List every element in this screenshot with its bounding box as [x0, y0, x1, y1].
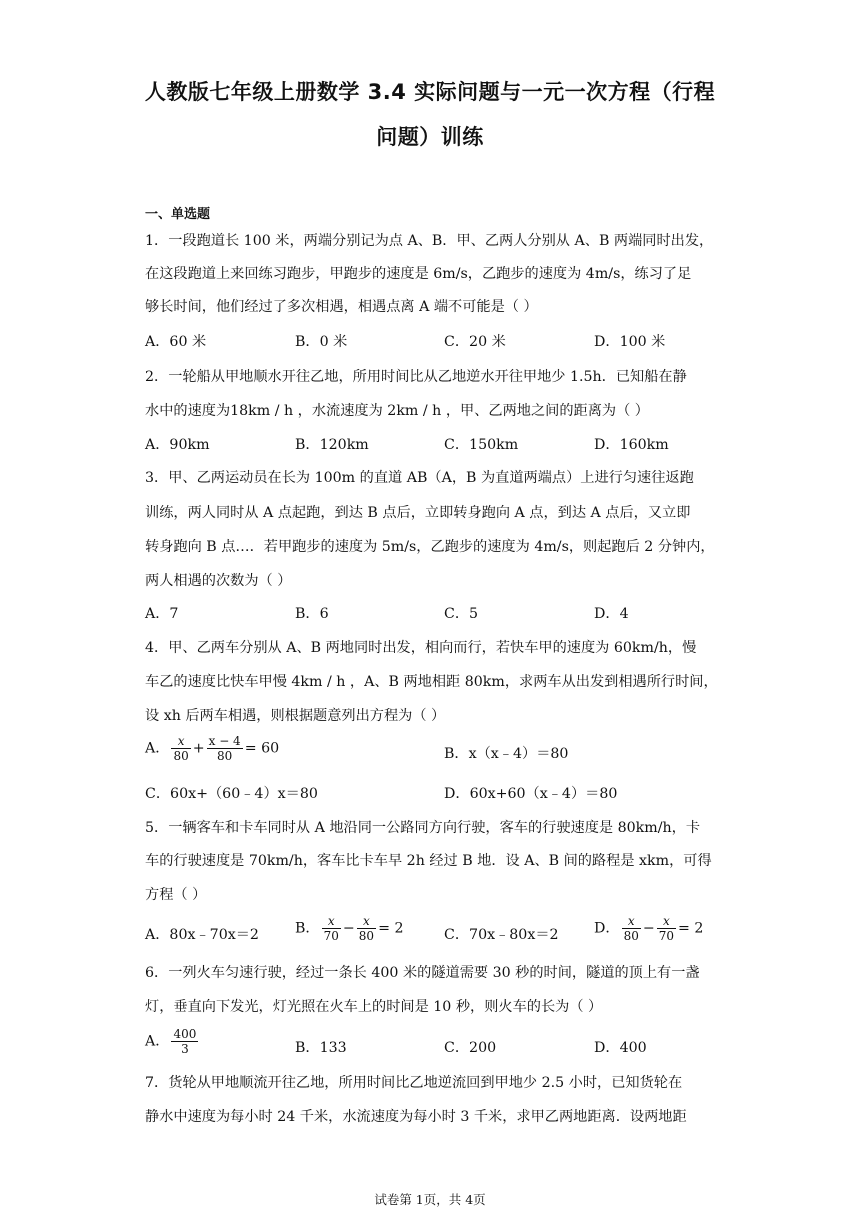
equation-rhs: = 2 — [378, 920, 404, 937]
fraction — [207, 734, 243, 763]
q5-option-d: D． $\frac{x}{80}$ − $\frac{x}{70}$ = 2 — [594, 914, 704, 943]
q3-text-line-2: 训练，两人同时从 A 点起跑，到达 B 点后，立即转身跑向 A 点，到达 A 点后，又立即 — [145, 505, 691, 521]
numerator: x — [357, 914, 376, 929]
denominator: 70 — [323, 929, 339, 943]
q4-option-a-label: A． — [145, 740, 170, 757]
q4-option-b: B．x（x﹣4）＝80 — [444, 746, 569, 762]
fraction — [657, 914, 676, 943]
q3-option-b: B．6 — [295, 606, 329, 622]
numerator: x — [322, 914, 341, 929]
q7-text-line-1: 7．货轮从甲地顺流开往乙地，所用时间比乙地逆流回到甲地少 2.5 小时，已知货轮在 — [145, 1075, 683, 1091]
q6-option-c: C．200 — [444, 1040, 497, 1056]
numerator: x − 4 — [208, 734, 241, 748]
q1-option-b: B．0 米 — [295, 334, 348, 350]
denominator: 70 — [658, 929, 675, 943]
q5-option-b: B． $\frac{x}{70}$ − $\frac{x}{80}$ = 2 — [295, 914, 404, 943]
q4-text-line-1: 4．甲、乙两车分别从 A、B 两地同时出发，相向而行，若快车甲的速度为 60km/h，慢 — [145, 640, 697, 656]
numerator: x — [171, 734, 190, 749]
q6-option-a-label: A． — [145, 1033, 170, 1050]
q6-option-b: B．133 — [295, 1040, 347, 1056]
q1-text-line-2: 在这段跑道上来回练习跑步，甲跑步的速度是 6m/s，乙跑步的速度为 4m/s，练习了足 — [145, 266, 692, 282]
q1-text-line-1: 1．一段跑道长 100 米，两端分别记为点 A、B．甲、乙两人分别从 A、B 两端同时出发， — [145, 233, 714, 249]
q2-text-line-1: 2．一轮船从甲地顺水开往乙地，所用时间比从乙地逆水开往甲地少 1.5h．已知船在静 — [145, 369, 687, 385]
q6-option-a — [145, 1027, 200, 1056]
q5-text-line-1: 5．一辆客车和卡车同时从 A 地沿同一公路同方向行驶，客车的行驶速度是 80km/h，卡 — [145, 820, 701, 836]
q3-option-a: A．7 — [145, 606, 179, 622]
q1-option-d: D．100 米 — [594, 334, 666, 350]
q4-text-line-3: 设 xh 后两车相遇，则根据题意列出方程为（ ） — [145, 708, 446, 724]
q4-option-d: D．60x+60（x﹣4）＝80 — [444, 786, 618, 802]
q3-option-d: D．4 — [594, 606, 629, 622]
fraction — [171, 1027, 198, 1056]
q5-option-b-label: B． — [295, 920, 320, 937]
q4-option-a: A． $\frac{x}{80}$ + $\frac{x - 4}{80}$ = 60 — [145, 734, 280, 763]
q6-text-line-1: 6．一列火车匀速行驶，经过一条长 400 米的隧道需要 30 秒的时间，隧道的顶上有一盏 — [145, 965, 700, 981]
fraction — [322, 914, 341, 943]
numerator: 400 — [173, 1027, 197, 1041]
page-footer: 试卷第 1页，共 4页 — [374, 1192, 486, 1207]
document-title-line-2: 问题）训练 — [376, 125, 484, 149]
fraction — [357, 914, 376, 943]
numerator: x — [657, 914, 676, 929]
q1-text-line-3: 够长时间，他们经过了多次相遇，相遇点离 A 端不可能是（ ） — [145, 299, 538, 315]
q3-text-line-3: 转身跑向 B 点…．若甲跑步的速度为 5m/s，乙跑步的速度为 4m/s，则起跑后 2 分钟内， — [145, 539, 715, 555]
q5-text-line-2: 车的行驶速度是 70km/h，客车比卡车早 2h 经过 B 地．设 A、B 间的路程是 xkm，可得 — [145, 853, 712, 869]
q1-option-a: A．60 米 — [145, 334, 207, 350]
denominator: 80 — [173, 749, 189, 763]
q2-text-line-2: 水中的速度为18km / h ，水流速度为 2km / h ，甲、乙两地之间的距离为（ ） — [145, 403, 649, 419]
q2-option-d: D．160km — [594, 437, 669, 453]
q5-option-d-label: D． — [594, 920, 620, 937]
q6-text-line-2: 灯，垂直向下发光，灯光照在火车上的时间是 10 秒，则火车的长为（ ） — [145, 999, 603, 1015]
denominator: 80 — [623, 929, 639, 943]
q3-option-c: C．5 — [444, 606, 479, 622]
q3-text-line-1: 3．甲、乙两运动员在长为 100m 的直道 AB（A，B 为直道两端点）上进行匀速往返跑 — [145, 470, 694, 486]
numerator: x — [622, 914, 641, 929]
q4-option-c: C．60x+（60﹣4）x＝80 — [145, 786, 318, 802]
fraction — [622, 914, 641, 943]
q7-text-line-2: 静水中速度为每小时 24 千米，水流速度为每小时 3 千米，求甲乙两地距离．设两地距 — [145, 1109, 687, 1125]
q6-option-d: D．400 — [594, 1040, 647, 1056]
q2-option-a: A．90km — [145, 437, 210, 453]
section-heading: 一、单选题 — [145, 207, 211, 222]
denominator: 80 — [358, 929, 375, 943]
q1-option-c: C．20 米 — [444, 334, 506, 350]
denominator: 80 — [217, 749, 233, 763]
q2-option-c: C．150km — [444, 437, 519, 453]
q5-text-line-3: 方程（ ） — [145, 887, 207, 903]
document-title-line-1: 人教版七年级上册数学 3.4 实际问题与一元一次方程（行程 — [144, 80, 716, 104]
equation-rhs: = 2 — [678, 920, 704, 937]
fraction — [171, 734, 190, 763]
q5-option-c: C．70x﹣80x＝2 — [444, 927, 559, 943]
q3-text-line-4: 两人相遇的次数为（ ） — [145, 573, 292, 589]
denominator: 3 — [181, 1042, 189, 1056]
q2-option-b: B．120km — [295, 437, 369, 453]
q4-text-line-2: 车乙的速度比快车甲慢 4km / h ，A、B 两地相距 80km，求两车从出发到相遇所行时间， — [145, 674, 718, 690]
equation-rhs: = 60 — [244, 740, 280, 757]
q5-option-a: A．80x﹣70x＝2 — [145, 927, 259, 943]
